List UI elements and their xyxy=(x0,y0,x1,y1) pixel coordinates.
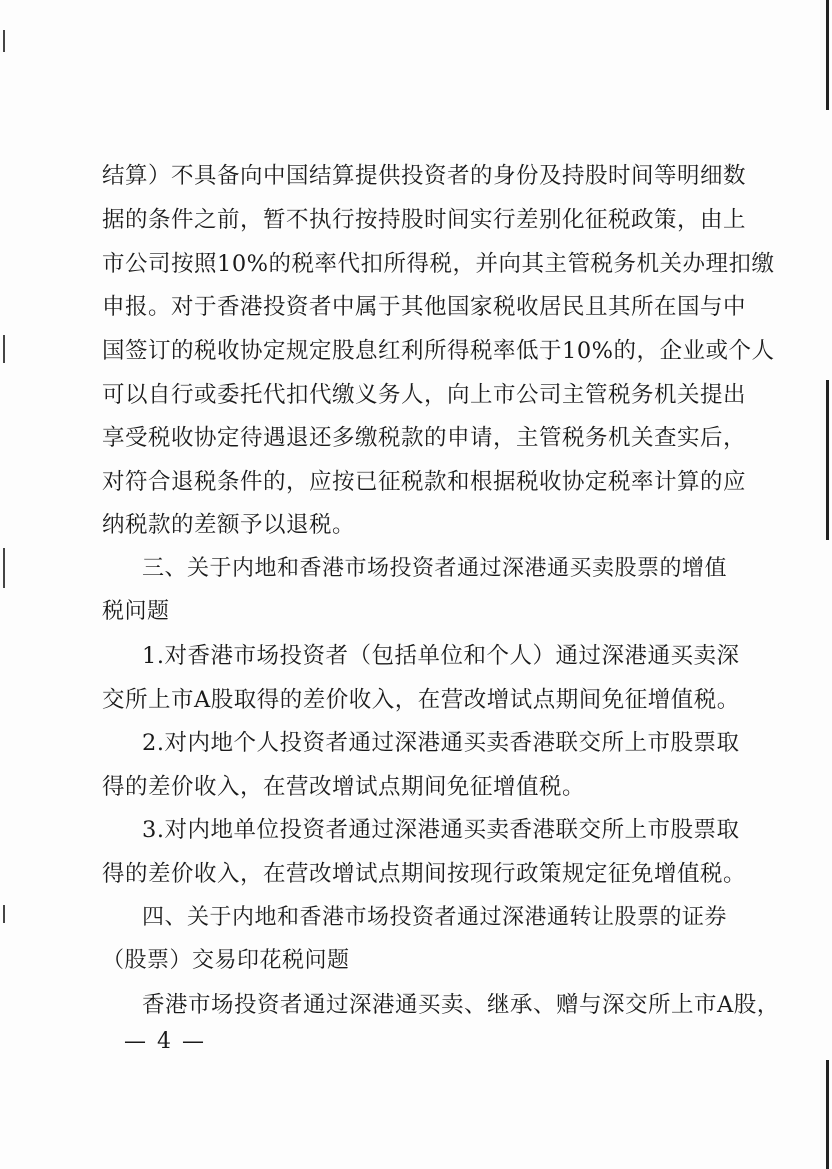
paragraph-line: 可以自行或委托代扣代缴义务人，向上市公司主管税务机关提出 xyxy=(102,382,747,408)
paragraph-line: 结算）不具备向中国结算提供投资者的身份及持股时间等明细数 xyxy=(102,163,747,189)
paragraph-line: 香港市场投资者通过深港通买卖、继承、赠与深交所上市A股， xyxy=(142,992,780,1018)
section-heading: 四、关于内地和香港市场投资者通过深港通转让股票的证券 xyxy=(142,905,728,930)
scan-edge-mark xyxy=(826,380,829,540)
paragraph-line: 3.对内地单位投资者通过深港通买卖香港联交所上市股票取 xyxy=(142,817,740,843)
scan-edge-mark xyxy=(3,548,5,588)
paragraph-line: 交所上市A股取得的差价收入，在营改增试点期间免征增值税。 xyxy=(102,687,740,713)
scan-edge-mark xyxy=(3,30,5,52)
paragraph-line: 市公司按照10%的税率代扣所得税，并向其主管税务机关办理扣缴 xyxy=(102,251,775,277)
paragraph-line: 得的差价收入，在营改增试点期间免征增值税。 xyxy=(102,774,586,800)
section-heading: （股票）交易印花税问题 xyxy=(102,948,350,973)
section-heading: 三、关于内地和香港市场投资者通过深港通买卖股票的增值 xyxy=(142,556,728,581)
paragraph-line: 1.对香港市场投资者（包括单位和个人）通过深港通买卖深 xyxy=(142,643,740,669)
page-number: — 4 — xyxy=(124,1029,206,1054)
paragraph-line: 得的差价收入，在营改增试点期间按现行政策规定征免增值税。 xyxy=(102,861,747,887)
paragraph-line: 国签订的税收协定规定股息红利所得税率低于10%的，企业或个人 xyxy=(102,338,775,364)
paragraph-line: 申报。对于香港投资者中属于其他国家税收居民且其所在国与中 xyxy=(102,294,747,320)
scan-edge-mark xyxy=(826,0,829,110)
paragraph-line: 2.对内地个人投资者通过深港通买卖香港联交所上市股票取 xyxy=(142,730,740,756)
paragraph-line: 据的条件之前，暂不执行按持股时间实行差别化征税政策，由上 xyxy=(102,207,747,233)
scan-edge-mark xyxy=(3,335,5,363)
paragraph-line: 纳税款的差额予以退税。 xyxy=(102,512,356,538)
section-heading: 税问题 xyxy=(102,599,170,624)
scan-edge-mark xyxy=(3,905,5,923)
scan-edge-mark xyxy=(826,1060,829,1169)
paragraph-line: 对符合退税条件的，应按已征税款和根据税收协定税率计算的应 xyxy=(102,469,747,495)
paragraph-line: 享受税收协定待遇退还多缴税款的申请，主管税务机关查实后， xyxy=(102,425,747,451)
